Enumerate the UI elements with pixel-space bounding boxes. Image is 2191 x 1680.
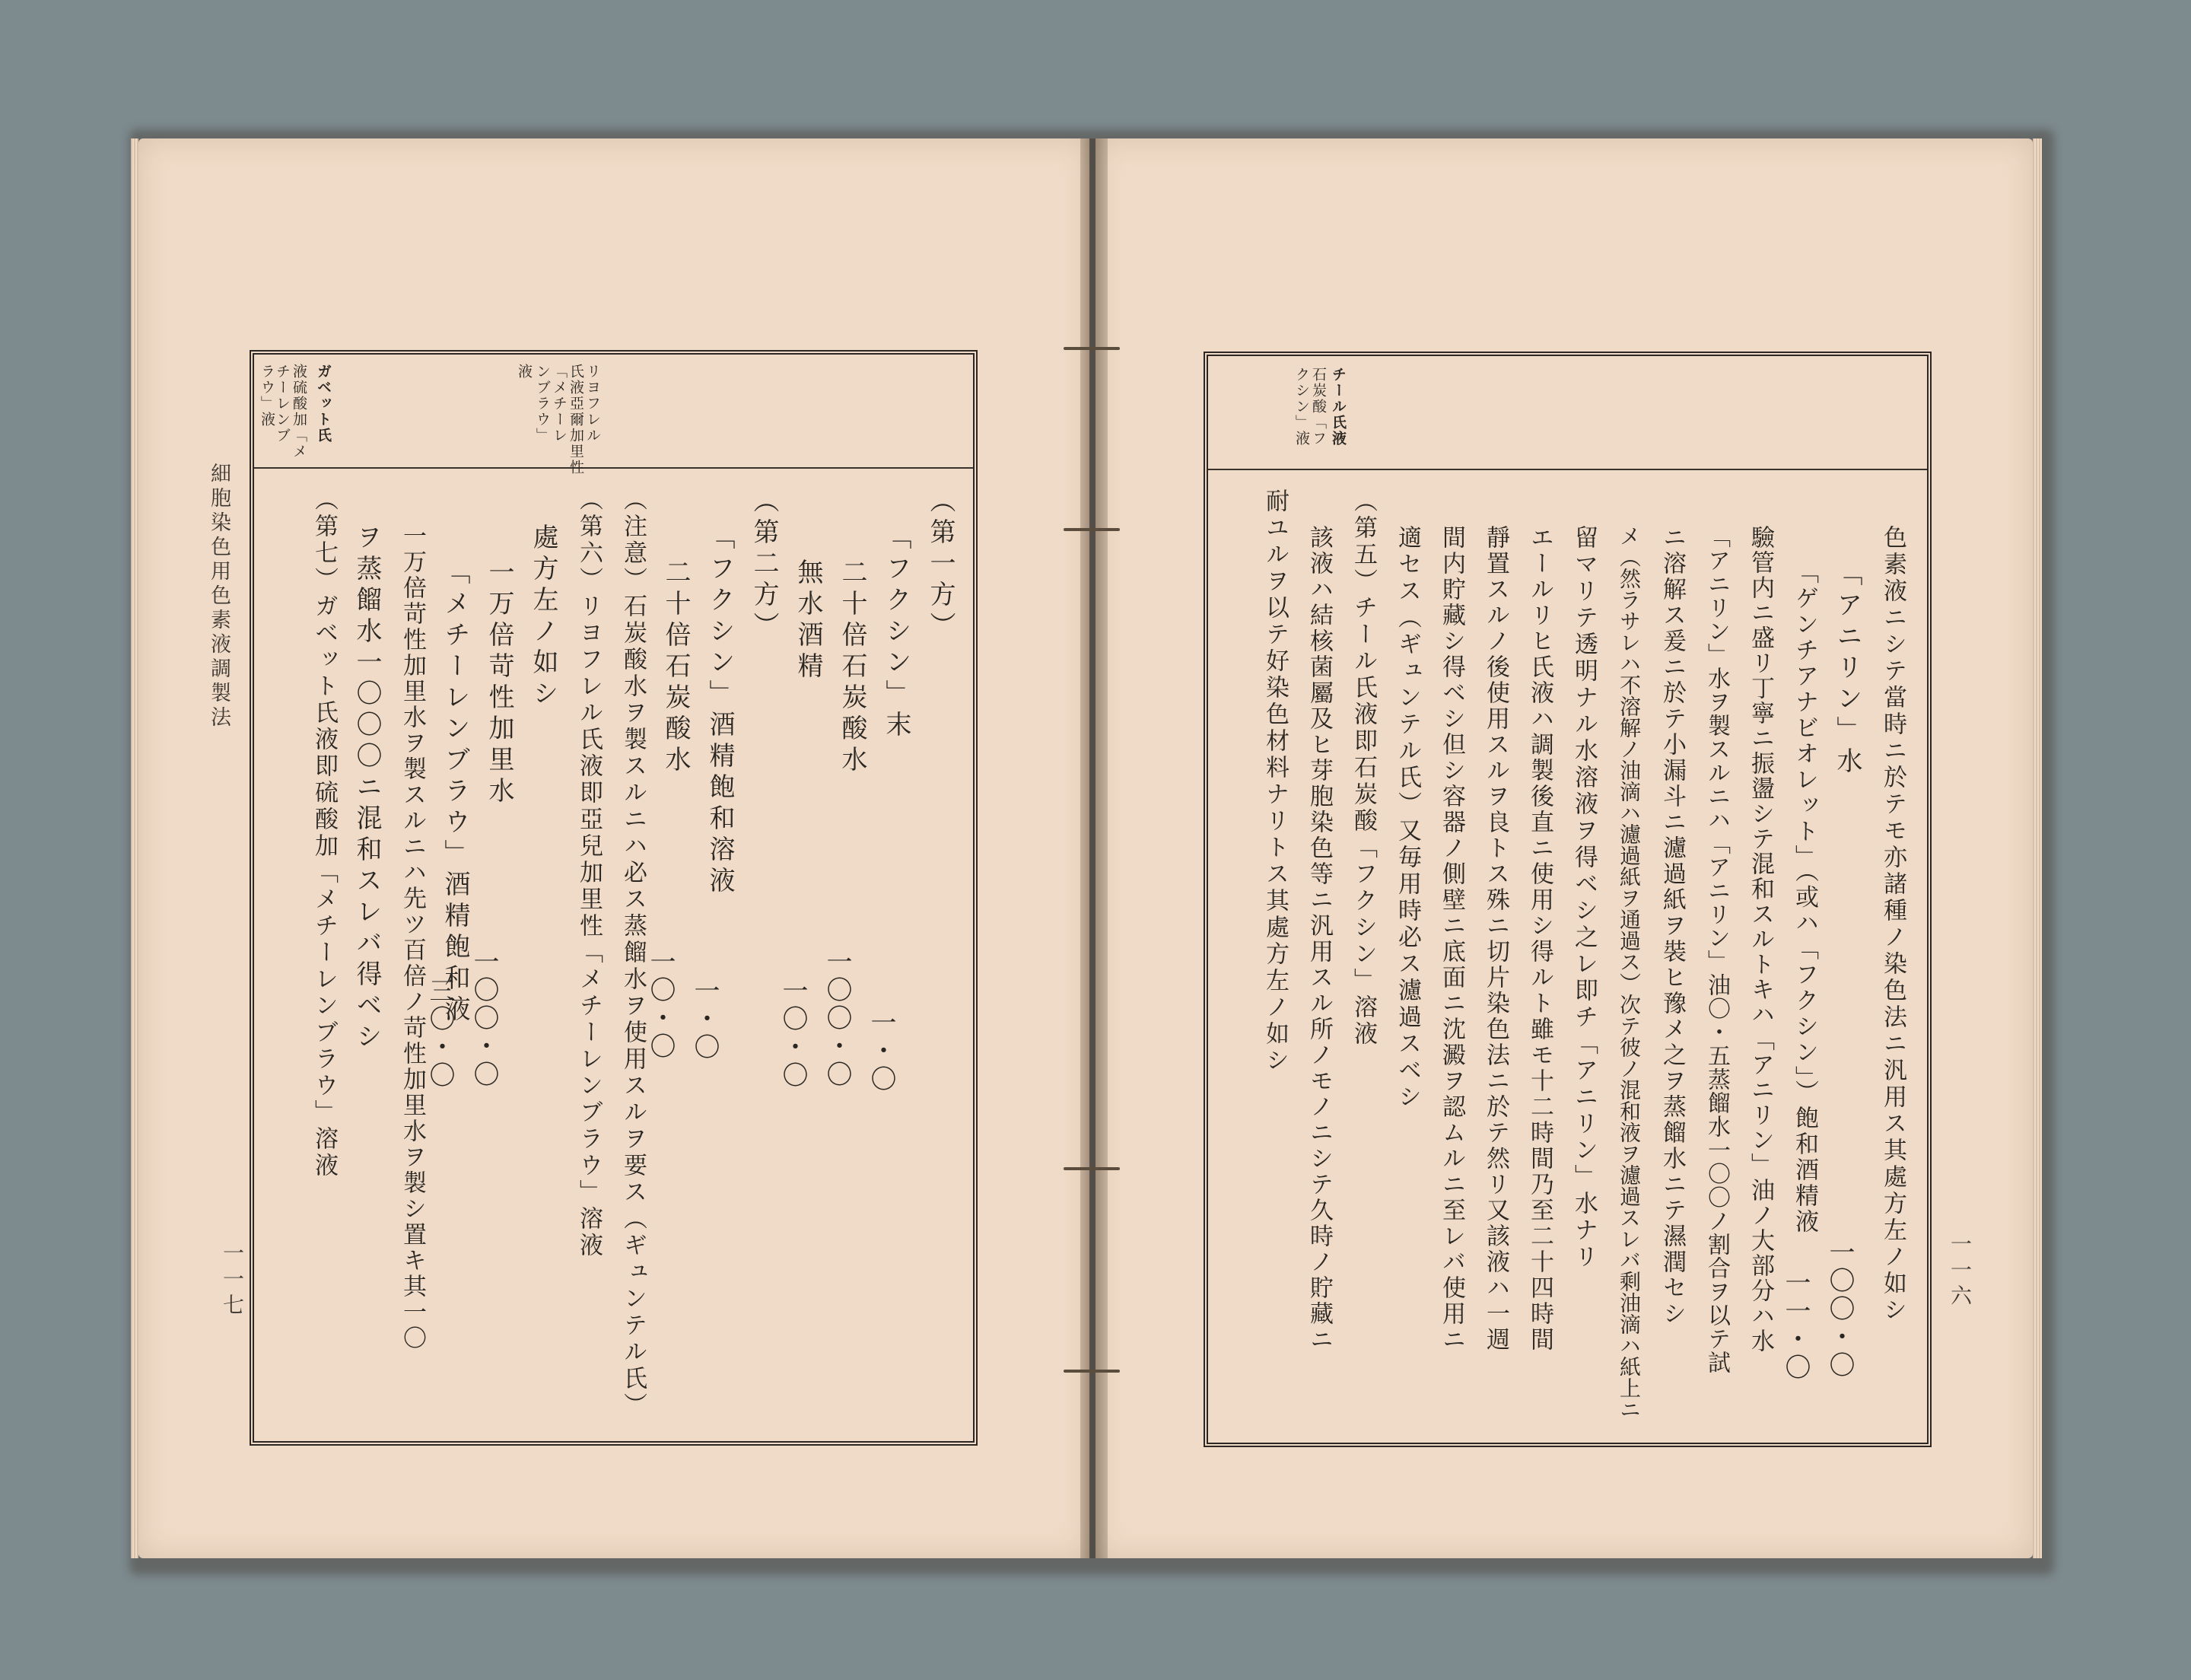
text-column: 二十倍石炭酸水 — [660, 558, 691, 777]
amount: 一〇〇・〇 — [1824, 1239, 1855, 1379]
running-head: 細胞染色用色素液調製法 — [207, 463, 231, 730]
amount: 一〇・〇 — [778, 977, 808, 1090]
header-note: チール氏液 — [1330, 367, 1347, 447]
header-note: クシン」液 — [1293, 367, 1310, 447]
left-header-band — [254, 355, 973, 476]
text-column: 適セス（ギュンテル氏）又毎用時必ス濾過スベシ — [1394, 525, 1421, 1111]
text-column: 留マリテ透明ナル水溶液ヲ得ベシ之レ即チ「アニリン」水ナリ — [1570, 525, 1598, 1271]
header-note: ガベット氏 — [315, 364, 332, 444]
page-number-right: 一一六 — [1948, 1233, 1973, 1310]
text-column: （注意）石炭酸水ヲ製スルニハ必ス蒸餾水ヲ使用スルヲ要ス（ギュンテル氏） — [619, 487, 647, 1419]
binding-stitch — [1064, 347, 1120, 350]
left-text-frame — [250, 350, 978, 1446]
header-note: 石炭酸「フ — [1310, 367, 1327, 447]
text-column: メ（然ラサレハ不溶解ノ油滴ハ濾過紙ヲ通過ス）次テ彼ノ混和液ヲ濾過スレバ剩油滴ハ紙上ニ — [1617, 525, 1642, 1420]
header-note: 液硫酸加「メ — [291, 364, 307, 460]
text-column: 「ゲンチアナビオレット」（或ハ「フクシン」）飽和酒精液 — [1791, 560, 1818, 1235]
amount: 一・〇 — [689, 977, 720, 1061]
binding-stitch — [1064, 528, 1120, 531]
amount: 一・〇 — [866, 1009, 896, 1093]
amount: 一〇〇・〇 — [822, 948, 852, 1089]
right-header-band — [1208, 356, 1927, 470]
text-column: ヲ蒸餾水一〇〇〇ニ混和スレバ得ベシ — [351, 523, 382, 1054]
header-note: 氏液亞爾加里性 — [568, 364, 584, 476]
header-note: 「メチーレ — [551, 364, 568, 444]
text-column: 處方左ノ如シ — [528, 523, 558, 711]
text-column: 一万倍苛性加里水 — [484, 558, 514, 808]
amount: 一一・〇 — [1780, 1269, 1811, 1382]
left-page-edge — [131, 138, 138, 1558]
binding-stitch — [1064, 1167, 1120, 1170]
amount: 一〇〇・〇 — [469, 948, 499, 1089]
text-column: 「フクシン」酒精飽和溶液 — [704, 523, 735, 898]
header-note: ンブラウ」 — [534, 364, 551, 444]
text-column: 耐ユルヲ以テ好染色材料ナリトス其處方左ノ如シ — [1261, 488, 1289, 1074]
page-number-left: 一一七 — [220, 1242, 245, 1319]
header-note: 液 — [516, 364, 533, 380]
amount: 三〇・〇 — [425, 977, 455, 1090]
text-column: ニ溶解ス爰ニ於テ小漏斗ニ濾過紙ヲ裝ヒ豫メ之ヲ蒸餾水ニテ濕潤セシ — [1658, 525, 1686, 1327]
text-column: 「アニリン」水 — [1832, 560, 1862, 778]
text-column: 「アニリン」水ヲ製スルニハ「アニリン」油〇・五蒸餾水一〇〇ノ割合ヲ以テ試 — [1703, 525, 1730, 1374]
text-column: 靜置スルノ後使用スルヲ良トス殊ニ切片染色法ニ於テ然リ又該液ハ一週 — [1482, 525, 1509, 1353]
text-column: 無水酒精 — [793, 558, 823, 683]
text-column: 「メチーレンブラウ」酒精飽和液 — [440, 558, 470, 1026]
text-column: （第五）チール氏液即石炭酸「フクシン」溶液 — [1350, 488, 1377, 1048]
amount: 一〇・〇 — [645, 948, 676, 1061]
text-column: 驗管内ニ盛リ丁寧ニ振盪シテ混和スルトキハ「アニリン」油ノ大部分ハ水 — [1747, 525, 1774, 1354]
text-column: （第二方） — [749, 487, 779, 643]
text-column: （第六）リヨフレル氏液即亞兒加里性「メチーレンブラウ」溶液 — [575, 487, 603, 1259]
book-gutter — [1080, 138, 1108, 1558]
text-column: 間内貯藏シ得ベシ但シ容器ノ側壁ニ底面ニ沈澱ヲ認ムルニ至レバ使用ニ — [1438, 525, 1465, 1353]
text-column: 該液ハ結核菌屬及ヒ芽胞染色等ニ汎用スル所ノモノニシテ久時ノ貯藏ニ — [1305, 525, 1333, 1353]
text-column: （第一方） — [925, 487, 956, 643]
right-page-edge — [2033, 138, 2042, 1558]
header-note: リヨフレル — [584, 364, 601, 444]
right-text-frame — [1204, 352, 1932, 1447]
header-note: ラウ」液 — [259, 364, 275, 428]
text-column: 色素液ニシテ當時ニ於テモ亦諸種ノ染色法ニ汎用ス其處方左ノ如シ — [1879, 525, 1906, 1324]
text-column: 一万倍苛性加里水ヲ製スルニハ先ツ百倍ノ苛性加里水ヲ製シ置キ其一〇 — [399, 523, 426, 1351]
text-column: （第七）ガベット氏液即硫酸加「メチーレンブラウ」溶液 — [310, 487, 338, 1179]
text-column: 二十倍石炭酸水 — [837, 558, 867, 777]
header-note: チーレンブ — [274, 364, 291, 444]
binding-stitch — [1064, 1370, 1120, 1373]
text-column: 「フクシン」末 — [881, 523, 911, 742]
text-column: エールリヒ氏液ハ調製後直ニ使用シ得ルト雖モ十二時間乃至二十四時間 — [1526, 525, 1553, 1353]
